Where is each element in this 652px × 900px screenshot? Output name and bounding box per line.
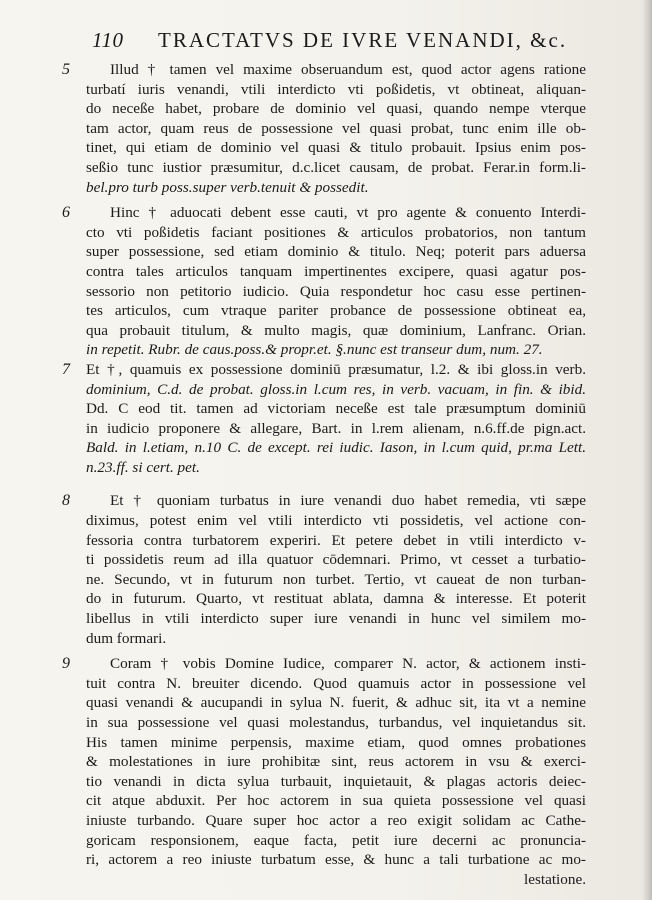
paragraph-8 [62,491,586,648]
text-line: iniuste turbando. Quare super hoc actor a reo exigit solidam ac Cathe- [86,811,586,829]
text-line: goricam responsionem, eaque facta, petit iure decerni ac pronuncia- [86,831,586,849]
text-line: n.23.ff. si cert. pet. [86,458,200,476]
text-line: lestatione. [524,870,586,888]
text-line: ri, actorem a reo iniuste turbatum esse, & hunc a tali turbatione ac mo- [86,851,586,869]
text-line: contra tales articulos tanquam impertinentes excipere, quasi agatur pos- [86,262,586,280]
page-header [92,28,612,54]
text-line: fessoria contra turbatorem experiri. Et petere debet in vtili interdicto v- [86,531,586,549]
text-line: Et †, quamuis ex possessione dominiū præsumatur, l.2. & ibi gloss.in verb. [86,360,586,378]
text-line: Illud † tamen vel maxime obseruandum est, quod actor agens ratione [110,61,586,78]
text-line: do in futurum. Quarto, vt restituat ablata, damna & interesse. Et poterit [86,590,586,608]
page-edge-shadow [642,0,652,900]
text-line: dum formari. [86,629,167,647]
text-line: Hinc † aduocati debent esse cauti, vt pro agente & conuento Interdi- [110,204,586,222]
text-line: seßio tunc iustior præsumitur, d.c.licet causam, de probat. Ferar.in form.li- [86,158,586,176]
text-line: qua probauit titulum, & multo magis, quæ dominium, Lanfranc. Orian. [86,321,586,339]
paragraph-number: 9 [62,655,70,673]
text-line: cit atque abduxit. Per hoc actorem in sua quieta possessione vel quasi [86,792,586,810]
text-line: & molestationes in iure prohibitæ sint, reus actorem in vsu & exerci- [86,753,586,771]
text-line: quasi venandi & aucupandi in sylua N. fuerit, & adhuc sit, ita vt a nemine [86,694,586,712]
text-line: turbatí iuris venandi, vtili interdicto vti poßidetis, vt obtineat, aliquan- [86,80,586,98]
text-line: dominium, C.d. de probat. gloss.in l.cum res, in verb. vacuam, in fin. & ibid. [86,380,586,398]
text-line: Coram † vobis Domine Iudice, compareт N. actor, & actionem insti- [110,655,586,673]
paragraph-number: 7 [62,360,70,378]
text-line: His tamen minime perpensis, maxime etiam, quod omnes probationes [86,733,586,751]
text-line: sessorio non petitorio iudicio. Quia respondetur hoc casu esse pertinen- [86,282,586,300]
text-line: cto vti poßidetis faciant positiones & articulos probatorios, non tantum [86,223,586,241]
text-line: in sua possessione vel quasi molestandus, turbandus, vel inquietandus sit. [86,714,586,731]
text-block [62,60,586,889]
text-line: do neceße habet, probare de dominio vel quasi, quando nempe vterque [86,100,586,118]
paragraph-9 [62,654,586,889]
text-line: tuit contra N. breuiter dicendo. Quod quamuis actor in possessione vel [86,674,586,692]
paragraph-number: 8 [62,492,70,510]
text-line: tio venandi in dicta sylua turbauit, inquietauit, & plagas actoris deiec- [86,772,586,790]
paragraph-5 [62,60,586,197]
text-line: ti possidetis reum ad illa quatuor cōdemnari. Primo, vt cesset a turbatio- [86,551,586,569]
text-line: libellus in vtili interdicto super iure venandi in hunc vel similem mo- [86,610,586,628]
page-number: 110 [92,28,124,52]
text-line: tes articulos, cum vtraque pariter probance de possessione obtineat ea, [86,302,586,320]
running-title: TRACTATVS DE IVRE VENANDI, &c. [158,28,568,52]
paragraph-7 [62,360,586,478]
text-line: in repetit. Rubr. de caus.poss.& propr.et. §.nunc est transeur dum, num. 27. [86,341,543,359]
text-line: ne. Secundo, vt in futurum non turbet. Tertio, vt caueat de non turban- [86,570,586,588]
text-line: super possessione, sed etiam dominio & titulo. Neq; poterit pars aduersa [86,243,586,261]
paragraph-6 [62,203,586,360]
paragraph-number: 5 [62,61,70,78]
text-line: Et † quoniam turbatus in iure venandi duo habet remedia, vti sæpe [110,492,586,510]
text-line: bel.pro turb poss.super verb.tenuit & possedit. [86,178,369,196]
paragraph-number: 6 [62,204,70,222]
text-line: diximus, potest enim vel vtili interdicto vti possidetis, vel actione con- [86,512,586,530]
text-line: tam actor, quam reus de possessione vel quasi probat, tunc enim ille ob- [86,119,586,137]
text-line: in iudicio proponere & allegare, Bart. in l.rem alienam, n.6.ff.de pign.act. [86,419,586,437]
text-line: tinet, qui etiam de dominio vel quasi & titulo probauit. Ipsius enim pos- [86,139,586,157]
text-line: Bald. in l.etiam, n.10 C. de except. rei iudic. Iason, in l.cum quid, pr.ma Lett. [86,439,586,457]
text-line: Dd. C eod tit. tamen ad victoriam neceße est tale præsumptum dominiū [86,400,586,418]
